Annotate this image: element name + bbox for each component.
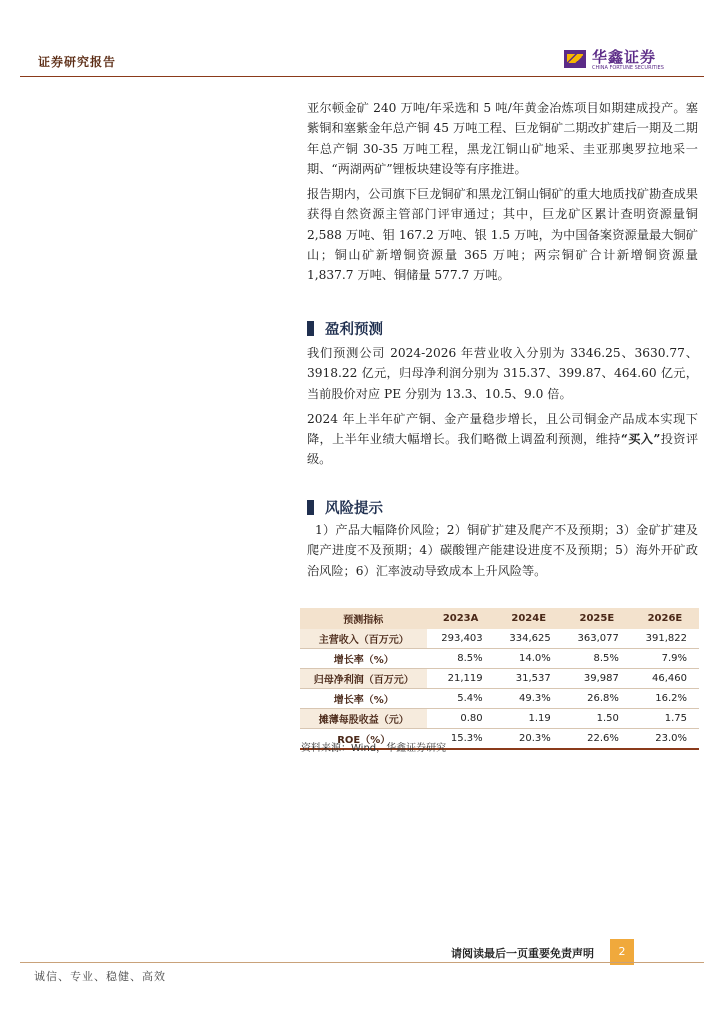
paragraph-projects: 亚尔顿金矿 240 万吨/年采选和 5 吨/年黄金冶炼项目如期建成投产。塞紫铜和塞紫金年总产铜 45 万吨工程、巨龙铜矿二期改扩建后一期及二期年总产铜 30-35 万吨工程，黑龙江铜山矿地采、圭亚那奥罗拉地采一期、“两湖两矿”锂板块建设等有序推进。: [307, 101, 698, 176]
section-heading-risk: 风险提示: [307, 497, 383, 515]
disclaimer-notice: 请阅读最后一页重要免责声明: [451, 947, 594, 960]
table-cell: 26.8%: [563, 689, 631, 709]
table-cell: 15.3%: [427, 729, 495, 750]
paragraph-rating: 2024 年上半年矿产铜、金产量稳步增长，且公司铜金产品成本实现下降，上半年业绩大幅增长。我们略微上调盈利预测，维持“买入”投资评级。: [307, 411, 699, 467]
table-cell: 21,119: [427, 669, 495, 689]
table-row: [300, 629, 699, 649]
table-row: [300, 689, 699, 709]
table-row: [300, 709, 699, 729]
table-row: [300, 669, 699, 689]
table-cell: 1.50: [563, 709, 631, 729]
section-marker-icon: [307, 321, 314, 336]
table-cell: 22.6%: [563, 729, 631, 750]
table-cell: 363,077: [563, 629, 631, 649]
table-cell: 1.19: [495, 709, 563, 729]
footer-motto: 诚信、专业、稳健、高效: [34, 970, 166, 983]
row-label-cell: ROE（%）: [300, 729, 427, 750]
footer-divider: [20, 962, 704, 963]
section-marker-icon: [307, 500, 314, 515]
logo-text-cn: 华鑫证券: [592, 48, 657, 66]
table-cell: 46,460: [631, 669, 699, 689]
paragraph-risks: 1）产品大幅降价风险；2）铜矿扩建及爬产不及预期；3）金矿扩建及爬产进度不及预期；4）碳酸锂产能建设进度不及预期；5）海外开矿政治风险；6）汇率波动导致成本上升风险等。: [307, 523, 698, 578]
row-label-cell: 归母净利润（百万元）: [300, 669, 427, 689]
body-text-profit: [307, 343, 698, 470]
row-label-cell: 增长率（%）: [300, 689, 427, 709]
table-cell: 49.3%: [495, 689, 563, 709]
table-header-cell: 2023A: [427, 608, 495, 629]
table-cell: 334,625: [495, 629, 563, 649]
table-header-cell: 2026E: [631, 608, 699, 629]
table-cell: 39,987: [563, 669, 631, 689]
rating-text: “买入”: [620, 432, 661, 447]
table-row: [300, 649, 699, 669]
section-heading-profit: 盈利预测: [307, 318, 383, 336]
company-logo: [564, 48, 704, 72]
logo-mark-icon: [564, 50, 586, 68]
table-cell: 5.4%: [427, 689, 495, 709]
paragraph-forecast: 我们预测公司 2024-2026 年营业收入分别为 3346.25、3630.77、3918.22 亿元，归母净利润分别为 315.37、399.87、464.60 亿元，当前股价对应 PE 分别为 13.3、10.5、9.0 倍。: [307, 346, 698, 401]
row-label-cell: 主营收入（百万元）: [300, 629, 427, 649]
header-divider: [20, 76, 704, 77]
body-text-top: [307, 98, 698, 286]
table-header-row: [300, 608, 699, 629]
table-header-cell: 预测指标: [300, 608, 427, 629]
table-cell: 8.5%: [563, 649, 631, 669]
table-cell: 23.0%: [631, 729, 699, 750]
table-source-note: 资料来源：Wind，华鑫证券研究: [301, 743, 447, 754]
table-header-cell: 2025E: [563, 608, 631, 629]
table-cell: 14.0%: [495, 649, 563, 669]
table-header-cell: 2024E: [495, 608, 563, 629]
table-cell: 7.9%: [631, 649, 699, 669]
row-label-cell: 摊薄每股收益（元）: [300, 709, 427, 729]
row-label-cell: 增长率（%）: [300, 649, 427, 669]
forecast-table: [300, 608, 699, 750]
table-cell: 8.5%: [427, 649, 495, 669]
table-cell: 293,403: [427, 629, 495, 649]
table-cell: 0.80: [427, 709, 495, 729]
table-cell: 31,537: [495, 669, 563, 689]
page-number: 2: [610, 939, 634, 965]
body-text-risk: [307, 520, 698, 581]
paragraph-exploration: 报告期内，公司旗下巨龙铜矿和黑龙江铜山铜矿的重大地质找矿勘查成果获得自然资源主管部门评审通过；其中，巨龙矿区累计查明资源量铜 2,588 万吨、钼 167.2 万吨、银 1.5 万吨，为中国备案资源量最大铜矿山；铜山矿新增铜资源量 365 万吨；两宗铜矿合计新增铜资源量 1,837.7 万吨、铜储量 577.7 万吨。: [307, 187, 698, 283]
table-cell: 16.2%: [631, 689, 699, 709]
logo-text-en: CHINA FORTUNE SECURITIES: [592, 65, 664, 71]
table-cell: 1.75: [631, 709, 699, 729]
table-cell: 391,822: [631, 629, 699, 649]
report-type-label: 证券研究报告: [38, 55, 117, 69]
table-cell: 20.3%: [495, 729, 563, 750]
